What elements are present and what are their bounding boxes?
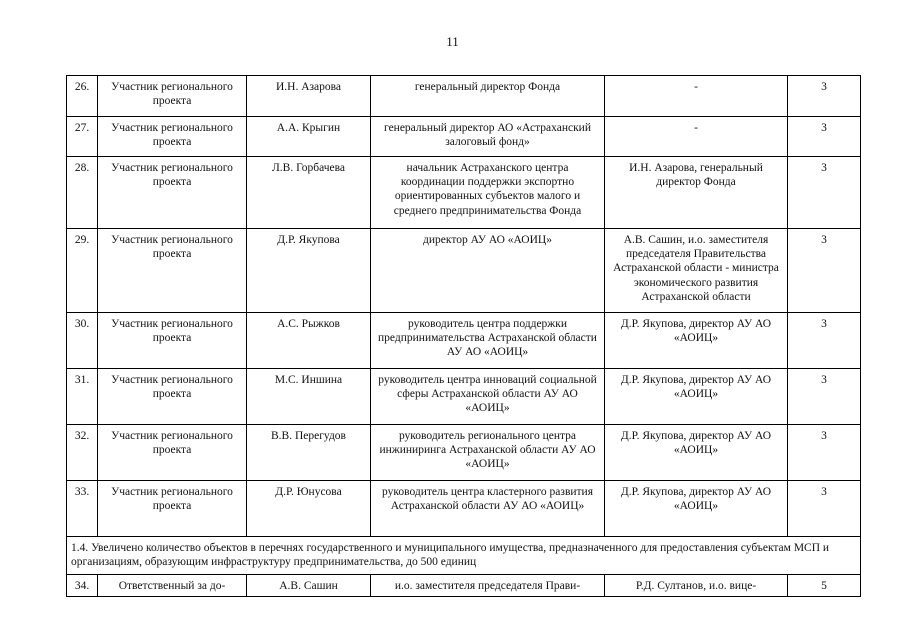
page-number: 11 <box>446 34 459 49</box>
row-supervisor: - <box>605 117 788 157</box>
row-name: В.В. Перегудов <box>247 425 371 481</box>
table-row <box>67 117 861 157</box>
row-role: Участник регионального проекта <box>98 313 247 369</box>
row-workload: 3 <box>788 481 861 537</box>
row-position: генеральный директор Фонда <box>371 76 605 117</box>
row-position: директор АУ АО «АОИЦ» <box>371 229 605 313</box>
table-row <box>67 229 861 313</box>
row-supervisor: Р.Д. Султанов, и.о. вице- <box>605 575 788 597</box>
section-heading: 1.4. Увеличено количество объектов в перечнях государственного и муниципального имущества, предназначенного для предоставления субъектам МСП и организациям, образующим инфраструктуру предпринимательства, до 500 единиц <box>67 537 861 575</box>
participants-table <box>66 75 861 597</box>
row-position: руководитель центра кластерного развития Астраханской области АУ АО «АОИЦ» <box>371 481 605 537</box>
row-position: руководитель регионального центра инжиниринга Астраханской области АУ АО «АОИЦ» <box>371 425 605 481</box>
row-number: 29. <box>67 229 98 313</box>
row-workload: 3 <box>788 117 861 157</box>
row-role: Участник регионального проекта <box>98 76 247 117</box>
row-number: 32. <box>67 425 98 481</box>
row-name: Д.Р. Юнусова <box>247 481 371 537</box>
row-workload: 3 <box>788 313 861 369</box>
row-supervisor: А.В. Сашин, и.о. заместителя председателя Правительства Астраханской области - министра экономического развития Астраханской области <box>605 229 788 313</box>
row-supervisor: Д.Р. Якупова, директор АУ АО «АОИЦ» <box>605 425 788 481</box>
row-workload: 3 <box>788 229 861 313</box>
row-supervisor: Д.Р. Якупова, директор АУ АО «АОИЦ» <box>605 481 788 537</box>
table-row <box>67 575 861 597</box>
row-name: А.А. Крыгин <box>247 117 371 157</box>
table-body <box>67 76 861 597</box>
row-supervisor: И.Н. Азарова, генеральный директор Фонда <box>605 157 788 229</box>
row-role: Участник регионального проекта <box>98 481 247 537</box>
section-row <box>67 537 861 575</box>
row-position: руководитель центра поддержки предпринимательства Астраханской области АУ АО «АОИЦ» <box>371 313 605 369</box>
row-role: Участник регионального проекта <box>98 117 247 157</box>
row-supervisor: - <box>605 76 788 117</box>
row-supervisor: Д.Р. Якупова, директор АУ АО «АОИЦ» <box>605 369 788 425</box>
row-number: 31. <box>67 369 98 425</box>
table-row <box>67 369 861 425</box>
table-row <box>67 157 861 229</box>
row-name: И.Н. Азарова <box>247 76 371 117</box>
row-role: Участник регионального проекта <box>98 157 247 229</box>
row-role: Участник регионального проекта <box>98 425 247 481</box>
row-role: Участник регионального проекта <box>98 229 247 313</box>
row-workload: 3 <box>788 425 861 481</box>
row-workload: 3 <box>788 76 861 117</box>
table-row <box>67 313 861 369</box>
row-position: руководитель центра инноваций социальной сферы Астраханской области АУ АО «АОИЦ» <box>371 369 605 425</box>
row-name: А.С. Рыжков <box>247 313 371 369</box>
row-name: М.С. Иншина <box>247 369 371 425</box>
row-position: генеральный директор АО «Астраханский залоговый фонд» <box>371 117 605 157</box>
row-number: 28. <box>67 157 98 229</box>
row-name: А.В. Сашин <box>247 575 371 597</box>
row-supervisor: Д.Р. Якупова, директор АУ АО «АОИЦ» <box>605 313 788 369</box>
row-number: 33. <box>67 481 98 537</box>
row-workload: 5 <box>788 575 861 597</box>
row-role: Участник регионального проекта <box>98 369 247 425</box>
table-row <box>67 425 861 481</box>
row-number: 34. <box>67 575 98 597</box>
row-position: начальник Астраханского центра координации поддержки экспортно ориентированных субъектов малого и среднего предпринимательства Фонда <box>371 157 605 229</box>
row-number: 27. <box>67 117 98 157</box>
row-name: Л.В. Горбачева <box>247 157 371 229</box>
row-workload: 3 <box>788 369 861 425</box>
row-role: Ответственный за до- <box>98 575 247 597</box>
row-name: Д.Р. Якупова <box>247 229 371 313</box>
table-row <box>67 76 861 117</box>
row-position: и.о. заместителя председателя Прави- <box>371 575 605 597</box>
table-row <box>67 481 861 537</box>
row-number: 26. <box>67 76 98 117</box>
row-workload: 3 <box>788 157 861 229</box>
row-number: 30. <box>67 313 98 369</box>
